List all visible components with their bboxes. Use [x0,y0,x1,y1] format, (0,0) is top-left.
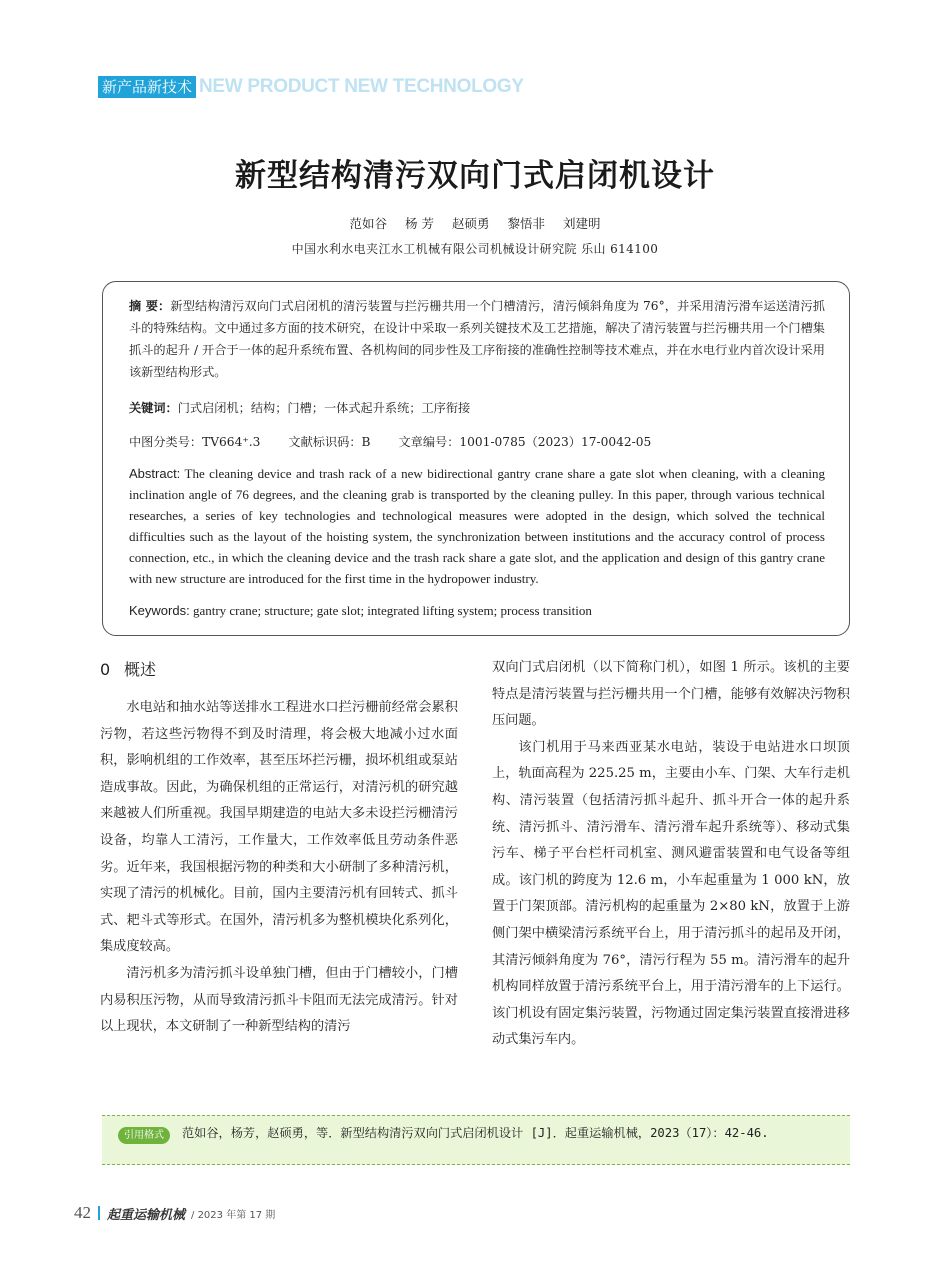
keywords-en-text: gantry crane; structure; gate slot; integrated lifting system; process transition [192,603,592,618]
author: 范如谷 [349,216,388,231]
body-column-right [492,655,850,1054]
section-title: 概述 [124,660,157,679]
citation-tag: 引用格式 [118,1127,170,1144]
keywords-en-label: Keywords: [129,603,190,618]
abstract-cn-label: 摘 要： [129,299,171,313]
keywords-cn [129,397,825,419]
section-header [98,76,524,98]
abstract-cn [129,295,825,383]
affiliation: 中国水利水电夹江水工机械有限公司机械设计研究院 乐山 614100 [291,242,659,256]
journal-logo: 起重运输机械 [107,1207,186,1223]
clc-number: 中图分类号：TV664⁺.3 [129,435,261,449]
abstract-en-label: Abstract: [129,466,181,481]
citation-box [102,1115,850,1165]
keywords-en [129,600,825,621]
abstract-en [129,463,825,589]
section-number: 0 [100,660,111,679]
footer-divider [98,1206,100,1220]
body-paragraph-continued: 双向门式启闭机（以下简称门机），如图 1 所示。该机的主要特点是清污装置与拦污栅共用一个门槽，能够有效解决污物积压问题。 [492,660,850,729]
article-number: 文章编号：1001-0785（2023）17-0042-05 [398,435,652,449]
body-paragraph: 清污机多为清污抓斗设单独门槽，但由于门槽较小，门槽内易积压污物，从而导致清污抓斗卡阻而无法完成清污。针对以上现状，本文研制了一种新型结构的清污 [100,965,458,1035]
body-column-left [100,655,458,1041]
body-paragraph: 该门机用于马来西亚某水电站，装设于电站进水口坝顶上，轨面高程为 225.25 m，主要由小车、门架、大车行走机构、清污装置（包括清污抓斗起升、抓斗开合一体的起升系统、清污抓斗、清污滑车、清污滑车起升系统等）、移动式集污车、梯子平台栏杆司机室、测风避雷装置和电气设备等组成。该门机的跨度为 12.6 m，小车起重量为 1 000 kN，放置于门架顶部。清污机构的起重量为 2×80 kN，放置于上游侧门架中横梁清污系统平台上，用于清污抓斗的起吊及开闭，其清污倾斜角度为 76°，清污行程为 55 m。清污滑车的起升机构同样放置于清污系统平台上，用于清污滑车的上下运行。该门机设有固定集污装置，污物通过固定集污装置直接滑进移动式集污车内。 [492,739,850,1048]
author-list [0,214,950,232]
author: 赵硕勇 [451,216,490,231]
author: 刘建明 [562,216,601,231]
abstract-cn-text: 新型结构清污双向门式启闭机的清污装置与拦污栅共用一个门槽清污，清污倾斜角度为 76°，并采用清污滑车运送清污抓斗的特殊结构。文中通过多方面的技术研究，在设计中采取一系列关键技术及工艺措施，解决了清污装置与拦污栅共用一个门槽集抓斗的起升 / 开合于一体的起升系统布置、各机构间的同步性及工序衔接的准确性控制等技术难点，并在水电行业内首次设计采用该新型结构形式。 [129,299,825,379]
document-code: 文献标识码：B [288,435,371,449]
citation-text: 范如谷，杨芳，赵硕勇，等．新型结构清污双向门式启闭机设计 [J]．起重运输机械，2023（17）：42-46. [182,1126,769,1140]
classification-line [129,431,825,453]
paper-title: 新型结构清污双向门式启闭机设计 [235,158,715,194]
keywords-cn-text: 门式启闭机；结构；门槽；一体式起升系统；工序衔接 [177,401,471,415]
abstract-en-text: The cleaning device and trash rack of a new bidirectional gantry crane share a gate slot when cleaning, with a cleaning inclination angle of 76 degrees, and the cleaning grab is transported by the cleaning pulley. In this paper, through various technical researches, a series of key technologies and technological measures were adopted in the design, which solved the technical difficulties such as the layout of the hoisting system, the synchronization between institutions and the accuracy control of process connection, etc., in which the cleaning device and the trash rack share a gate slot, and the application and design of this gantry crane with new structure are introduced for the first time in the hydropower industry. [129,466,826,586]
header-category-cn: 新产品新技术 [98,76,196,98]
header-category-en: NEW PRODUCT NEW TECHNOLOGY [199,76,524,97]
author: 黎悟非 [507,216,545,231]
section-heading [100,655,458,685]
author: 杨 芳 [405,216,434,231]
issue-info: / 2023 年第 17 期 [191,1209,276,1221]
abstract-box [102,281,850,636]
page-footer [74,1202,275,1224]
keywords-cn-label: 关键词： [129,401,178,415]
body-paragraph: 水电站和抽水站等送排水工程进水口拦污栅前经常会累积污物，若这些污物得不到及时清理，将会极大地减小过水面积，影响机组的工作效率，甚至压坏拦污栅，损坏机组或泵站造成事故。因此，为确保机组的正常运行，对清污机的研究越来越被人们所重视。我国早期建造的电站大多未设拦污栅清污设备，均靠人工清污，工作量大，工作效率低且劳动条件恶劣。近年来，我国根据污物的种类和大小研制了多种清污机，实现了清污的机械化。目前，国内主要清污机有回转式、抓斗式、耙斗式等形式。在国外，清污机多为整机模块化系列化，集成度较高。 [100,700,458,955]
page-number: 42 [74,1203,91,1222]
